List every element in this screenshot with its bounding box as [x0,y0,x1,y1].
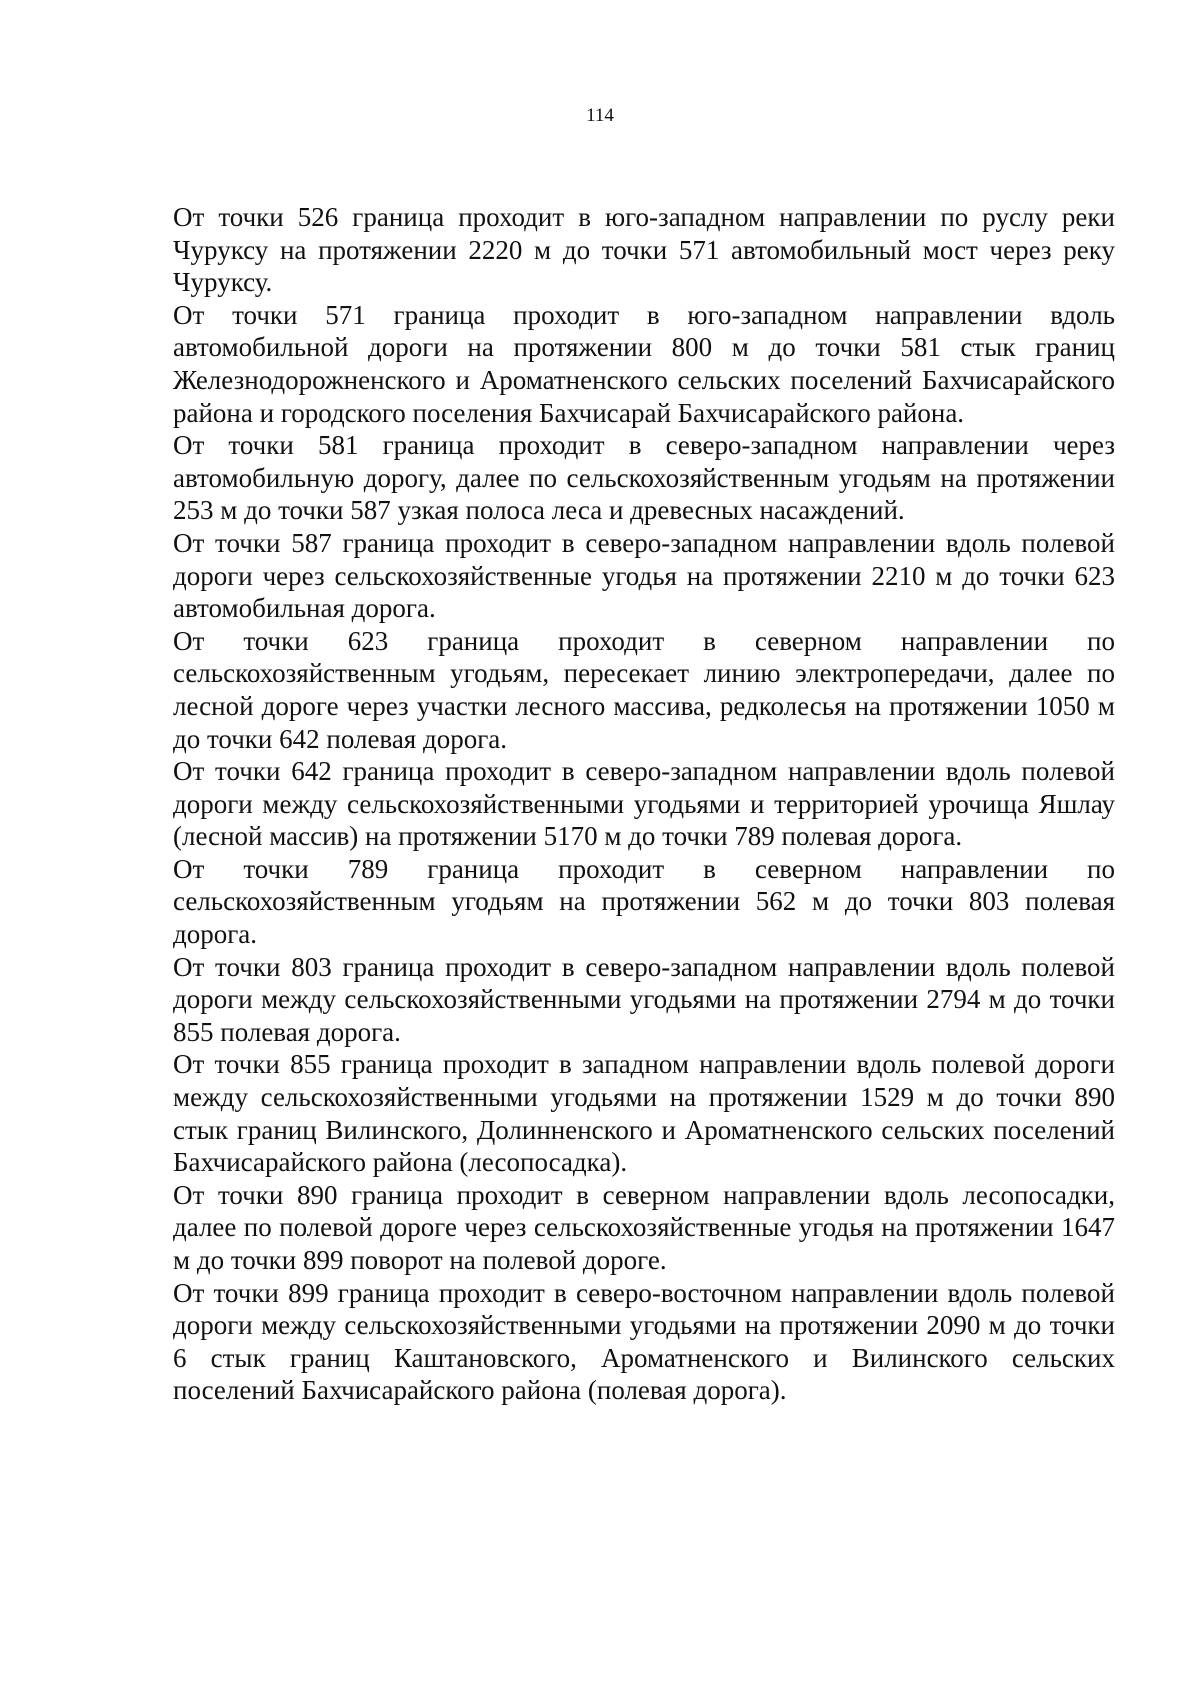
paragraph-3: От точки 581 граница проходит в северо-западном направлении через автомобильную дорогу, далее по сельскохозяйственным угодьям на протяжении 253 м до точки 587 узкая полоса леса и древесных насаждений. [173,430,1115,526]
paragraph-10: От точки 890 граница проходит в северном направлении вдоль лесопосадки, далее по полевой дороге через сельскохозяйственные угодья на протяжении 1647 м до точки 899 поворот на полевой дороге. [173,1179,1115,1275]
paragraph-6: От точки 642 граница проходит в северо-западном направлении вдоль полевой дороги между сельскохозяйственными угодьями и территорией урочища Яшлау (лесной массив) на протяжении 5170 м до точки 789 полевая дорога. [173,756,1115,852]
paragraph-2: От точки 571 граница проходит в юго-западном направлении вдоль автомобильной дороги на протяжении 800 м до точки 581 стык границ Железнодорожненского и Ароматненского сельских поселений Бахчисарайского района и городского поселения Бахчисарай Бахчисарайского района. [173,299,1115,428]
paragraph-4: От точки 587 граница проходит в северо-западном направлении вдоль полевой дороги через сельскохозяйственные угодья на протяжении 2210 м до точки 623 автомобильная дорога. [173,527,1115,624]
paragraph-11: От точки 899 граница проходит в северо-восточном направлении вдоль полевой дороги между сельскохозяйственными угодьями на протяжении 2090 м до точки 6 стык границ Каштановского, Ароматненского и Вилинского сельских поселений Бахчисарайского района (полевая дорога). [173,1277,1115,1406]
page-number: 114 [586,105,614,126]
paragraph-5: От точки 623 граница проходит в северном направлении по сельскохозяйственным угодьям, пересекает линию электропередачи, далее по лесной дороге через участки лесного массива, редколесья на протяжении 1050 м до точки 642 полевая дорога. [173,625,1115,754]
document-body [173,201,1115,1407]
paragraph-8: От точки 803 граница проходит в северо-западном направлении вдоль полевой дороги между сельскохозяйственными угодьями на протяжении 2794 м до точки 855 полевая дорога. [173,951,1115,1047]
paragraph-1: От точки 526 граница проходит в юго-западном направлении по руслу реки Чуруксу на протяжении 2220 м до точки 571 автомобильный мост через реку Чуруксу. [173,202,1115,298]
paragraph-7: От точки 789 граница проходит в северном направлении по сельскохозяйственным угодьям на протяжении 562 м до точки 803 полевая дорога. [173,853,1115,950]
paragraph-9: От точки 855 граница проходит в западном направлении вдоль полевой дороги между сельскохозяйственными угодьями на протяжении 1529 м до точки 890 стык границ Вилинского, Долинненского и Ароматненского сельских поселений Бахчисарайского района (лесопосадка). [173,1049,1115,1178]
